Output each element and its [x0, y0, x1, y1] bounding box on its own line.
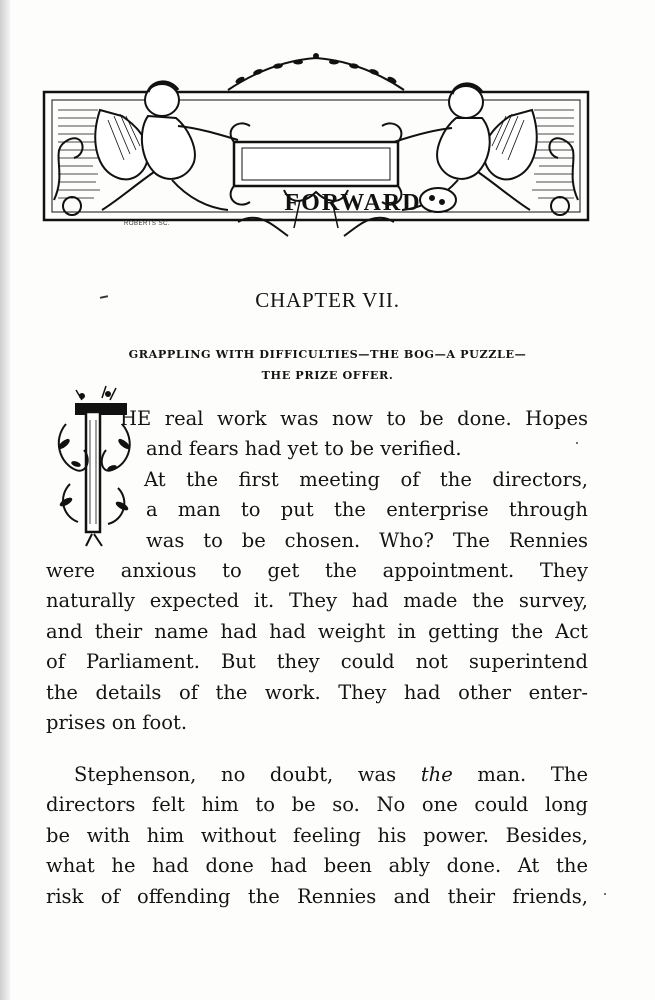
- text-line: was to be chosen. Who? The Rennies: [146, 528, 588, 552]
- chapter-subtitle: [40, 344, 615, 386]
- text-line: risk of offending the Rennies and their friends,: [46, 884, 588, 908]
- text-line: [46, 760, 588, 790]
- headpiece-engraving: [38, 50, 594, 240]
- paragraph-2: [46, 760, 588, 912]
- text-run: Stephenson, no doubt, was: [74, 763, 421, 786]
- text-line: HE real work was now to be done. Hopes: [120, 407, 588, 430]
- text-line: the details of the work. They had other enter-: [46, 680, 588, 704]
- paragraph-1-continued: [46, 556, 588, 738]
- text-line: a man to put the enterprise through: [146, 498, 588, 522]
- text-line: directors felt him to be so. No one could long: [46, 793, 588, 817]
- text-line: were anxious to get the appointment. They: [46, 559, 588, 582]
- paragraph-1: [120, 404, 588, 556]
- text-line: naturally expected it. They had made the survey,: [46, 589, 588, 613]
- emphasized-word: the: [420, 763, 453, 786]
- text-line: be with him without feeling his power. Besides,: [46, 823, 588, 847]
- ink-speck: [604, 893, 606, 895]
- text-line: of Parliament. But they could not superintend: [46, 650, 588, 674]
- chapter-title: CHAPTER VII.: [255, 288, 400, 312]
- page-gutter-shadow: [0, 0, 10, 1000]
- engraver-signature: ROBERTS SC.: [124, 221, 171, 227]
- headpiece-banner-title: FORWARD: [284, 190, 422, 216]
- text-line: prises on foot.: [46, 710, 188, 734]
- text-line: At the first meeting of the directors,: [144, 467, 588, 491]
- ink-speck: [576, 442, 578, 444]
- text-line: and fears had yet to be verified.: [146, 437, 462, 461]
- chapter-subtitle-line: GRAPPLING WITH DIFFICULTIES—THE BOG—A PUZZLE—: [128, 347, 527, 361]
- text-line: what he had done had been ably done. At the: [46, 854, 588, 878]
- chapter-subtitle-line: THE PRIZE OFFER.: [261, 368, 394, 382]
- text-run: man. The: [452, 763, 588, 786]
- text-line: and their name had had weight in getting the Act: [46, 619, 588, 643]
